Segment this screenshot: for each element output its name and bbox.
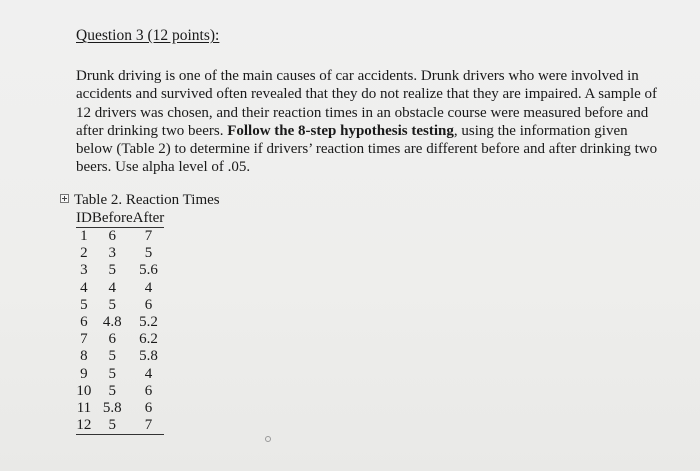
paragraph-line [76, 122, 698, 140]
cell-after: 6.2 [139, 331, 158, 348]
cell-id: 2 [80, 245, 88, 262]
table-move-handle-icon[interactable] [60, 194, 69, 203]
cell-after: 7 [144, 228, 153, 244]
table-row [76, 417, 164, 435]
cell-before: 5 [108, 365, 116, 382]
cell-before: 5.8 [102, 400, 122, 417]
table-row [76, 245, 164, 262]
question-paragraph [76, 67, 698, 177]
cell-id: 4 [80, 279, 88, 296]
cell-before: 6 [108, 331, 116, 348]
table-row [76, 314, 164, 331]
paragraph-line: 12 drivers was chosen, and their reaction times in an obstacle course were measured before and [76, 104, 649, 121]
table-end-marker [265, 436, 271, 442]
cell-id: 7 [80, 331, 88, 348]
column-header-after: After [132, 210, 165, 226]
cell-after: 5 [144, 245, 153, 262]
cell-id: 5 [80, 296, 88, 313]
cell-after: 6 [144, 382, 153, 399]
cell-after: 4 [144, 279, 153, 296]
table-row [76, 400, 164, 417]
cell-id: 6 [80, 314, 88, 331]
paragraph-line: below (Table 2) to determine if drivers’ reaction times are different before and after drinking two [76, 141, 658, 158]
cell-before: 4.8 [102, 314, 122, 331]
table-header-row [76, 209, 164, 228]
cell-before: 6 [108, 228, 116, 244]
cell-before: 5 [108, 348, 116, 365]
paragraph-line: accidents and survived often revealed that they do not realize that they are impaired. A sample of [76, 86, 658, 103]
column-header-before: Before [91, 210, 133, 226]
table-row [76, 383, 164, 400]
cell-after: 5.8 [139, 348, 158, 365]
cell-id: 3 [80, 262, 88, 279]
cell-after: 4 [144, 365, 153, 382]
table-row [76, 331, 164, 348]
cell-id: 1 [80, 228, 88, 244]
table-body [76, 228, 164, 435]
table-row [76, 366, 164, 383]
table-row [76, 228, 164, 246]
table-caption: Table 2. Reaction Times [74, 192, 220, 208]
cell-before: 3 [108, 245, 116, 262]
reaction-times-table [76, 209, 164, 435]
cell-after: 7 [133, 417, 165, 435]
table-row [76, 262, 164, 279]
cell-before: 5 [108, 296, 116, 313]
question-heading: Question 3 (12 points): [76, 27, 220, 44]
table-row [76, 297, 164, 314]
cell-after: 6 [144, 400, 153, 417]
cell-after: 6 [144, 296, 153, 313]
table-row [76, 348, 164, 365]
table-row [76, 280, 164, 297]
paragraph-line: Drunk driving is one of the main causes of car accidents. Drunk drivers who were involved in [76, 68, 639, 84]
cell-before: 4 [108, 279, 116, 296]
cell-after: 5.6 [139, 262, 158, 279]
instruction-emphasis: Follow the 8-step hypothesis testing [227, 122, 454, 139]
paragraph-line: beers. Use alpha level of .05. [76, 159, 251, 176]
cell-id: 11 [76, 400, 92, 417]
column-header-id: ID [76, 210, 92, 226]
paragraph-text: after drinking two beers. [76, 122, 228, 139]
cell-before: 5 [108, 262, 116, 279]
cell-id: 10 [76, 382, 92, 399]
cell-before: 5 [92, 417, 133, 435]
cell-id: 9 [80, 365, 88, 382]
cell-id: 8 [80, 348, 88, 365]
paragraph-text: , using the information given [453, 122, 628, 139]
cell-before: 5 [108, 382, 116, 399]
cell-after: 5.2 [139, 314, 158, 331]
cell-id: 12 [76, 417, 92, 434]
